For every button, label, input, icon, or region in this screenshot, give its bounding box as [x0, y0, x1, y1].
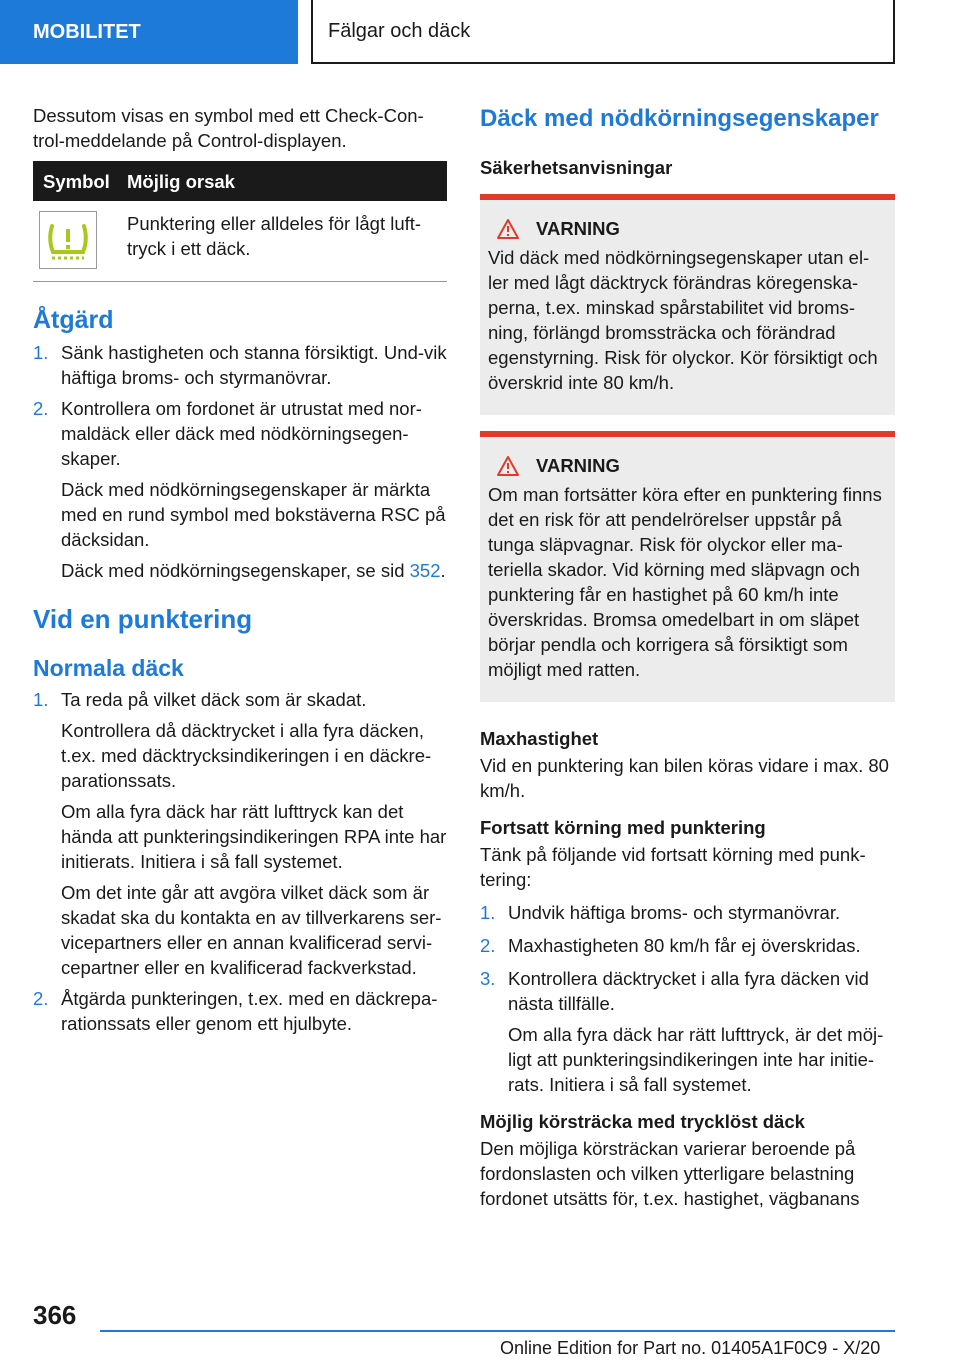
normala-heading: Normala däck	[33, 655, 184, 681]
list-text: Kontrollera om fordonet är utrustat med nor-maldäck eller däck med nödkörningsegen-skaper.	[61, 398, 422, 469]
atgard-list	[33, 340, 447, 583]
list-number: 2.	[33, 988, 49, 1009]
list-item	[33, 687, 447, 712]
warning-box	[480, 194, 895, 415]
table-row	[33, 201, 447, 282]
rsc-heading: Däck med nödkörningsegenskaper	[480, 105, 879, 132]
col-symbol: Symbol	[43, 170, 110, 192]
list-text: Åtgärda punkteringen, t.ex. med en däckrepa-rationssats eller genom ett hjulbyte.	[61, 988, 438, 1034]
warning-triangle-icon	[496, 455, 520, 477]
table-header	[33, 161, 447, 201]
chapter-title: Fälgar och däck	[328, 19, 471, 42]
normala-list	[33, 687, 447, 1036]
safety-subheading: Säkerhetsanvisningar	[480, 157, 673, 178]
chapter-header	[311, 0, 895, 64]
list-item	[480, 966, 895, 1016]
atgard-heading: Åtgärd	[33, 306, 114, 334]
max-speed-text: Vid en punktering kan bilen köras vidare i max. 80 km/h.	[480, 755, 889, 801]
list-text: Kontrollera däcktrycket i alla fyra däcken vid nästa tillfälle.	[508, 968, 869, 1014]
range-text: Den möjliga körsträckan varierar beroende på fordonslasten och vilken ytterligare belastning fordonet utsätts för, t.ex. hastighet, vägbanans	[480, 1138, 860, 1209]
max-speed-title: Maxhastighet	[480, 728, 599, 749]
list-item	[33, 340, 447, 390]
list-number: 2.	[33, 398, 49, 419]
list-subtext: Kontrollera då däcktrycket i alla fyra däcken, t.ex. med däcktrycksindikeringen i en däckre-parationssats.	[61, 720, 432, 791]
range-title: Möjlig körsträcka med trycklöst däck	[480, 1111, 805, 1132]
continued-driving-list	[480, 900, 895, 1097]
cause-text: Punktering eller alldeles för lågt luft-tryck i ett däck.	[127, 213, 422, 259]
left-column	[33, 103, 447, 1036]
list-subtext: Om alla fyra däck har rätt lufttryck kan det hända att punkteringsindikeringen RPA inte har initierats. Initiera i så fall systemet.	[61, 801, 447, 872]
list-number: 1.	[33, 689, 49, 710]
list-text: Ta reda på vilket däck som är skadat.	[61, 689, 367, 710]
list-subtext	[33, 558, 447, 583]
tire-pressure-warning-icon	[39, 211, 97, 269]
list-text: Maxhastigheten 80 km/h får ej överskridas.	[508, 935, 861, 956]
subtext-suffix: .	[440, 560, 446, 581]
list-item	[480, 933, 895, 958]
right-column	[480, 103, 895, 1211]
warning-label: VARNING	[536, 455, 620, 476]
list-text: Undvik häftiga broms- och styrmanövrar.	[508, 902, 841, 923]
edition-text: Online Edition for Part no. 01405A1F0C9 - X/20	[500, 1338, 881, 1358]
warning-box	[480, 431, 895, 702]
list-subtext: Om alla fyra däck har rätt lufttryck, är det möj-ligt att punkteringsindikeringen inte har initie-rats. Initiera i så fall systemet.	[508, 1024, 884, 1095]
section-label: MOBILITET	[33, 20, 141, 43]
list-text: Sänk hastigheten och stanna försiktigt. Und-vik häftiga broms- och styrmanövrar.	[61, 342, 447, 388]
continued-driving-title: Fortsatt körning med punktering	[480, 817, 766, 838]
footer-rule	[100, 1330, 895, 1332]
warning-label: VARNING	[536, 218, 620, 239]
intro-text: Dessutom visas en symbol med ett Check-Con-trol-meddelande på Control-displayen.	[33, 105, 424, 151]
continued-driving-text: Tänk på följande vid fortsatt körning med punk-tering:	[480, 844, 866, 890]
list-subtext: Om det inte går att avgöra vilket däck som är skadat ska du kontakta en av tillverkarens ser-vicepartners eller en annan kvalificerad servi-cepartner eller en kvalificerad fackverkstad.	[61, 882, 442, 978]
list-subtext: Däck med nödkörningsegenskaper är märkta med en rund symbol med bokstäverna RSC på däcksidan.	[61, 479, 446, 550]
warning-text: Om man fortsätter köra efter en punktering finns det en risk för att pendelrörelser uppstår på tunga släpvagnar. Risk för olyckor eller ma-teriella skador. Vid körning med släpvagn och punktering får en hastighet på 60 km/h inte överskridas. Bromsa omedelbart in om släpet börjar pendla och korrigera så försiktigt som möjligt med ratten.	[488, 484, 882, 680]
list-number: 3.	[480, 968, 496, 989]
warning-text: Vid däck med nödkörningsegenskaper utan el-ler med lågt däcktryck förändras köregenska-perna, t.ex. minskad spårstabilitet vid broms-ning, förlängd bromssträcka och förändrad egenstyrning. Risk för olyckor. Kör försiktigt och överskrid inte 80 km/h.	[488, 247, 878, 393]
warning-title	[488, 453, 887, 478]
list-item	[480, 900, 895, 925]
list-item	[33, 396, 447, 471]
list-number: 2.	[480, 935, 496, 956]
section-tab	[0, 0, 298, 64]
warning-triangle-icon	[496, 218, 520, 240]
list-number: 1.	[480, 902, 496, 923]
page-number: 366	[33, 1300, 77, 1330]
list-item	[33, 986, 447, 1036]
list-number: 1.	[33, 342, 49, 363]
page-link[interactable]: 352	[409, 560, 441, 581]
subtext-prefix: Däck med nödkörningsegenskaper, se sid	[61, 560, 405, 581]
warning-title	[488, 216, 887, 241]
punktering-heading: Vid en punktering	[33, 604, 253, 634]
col-cause: Möjlig orsak	[127, 170, 235, 192]
